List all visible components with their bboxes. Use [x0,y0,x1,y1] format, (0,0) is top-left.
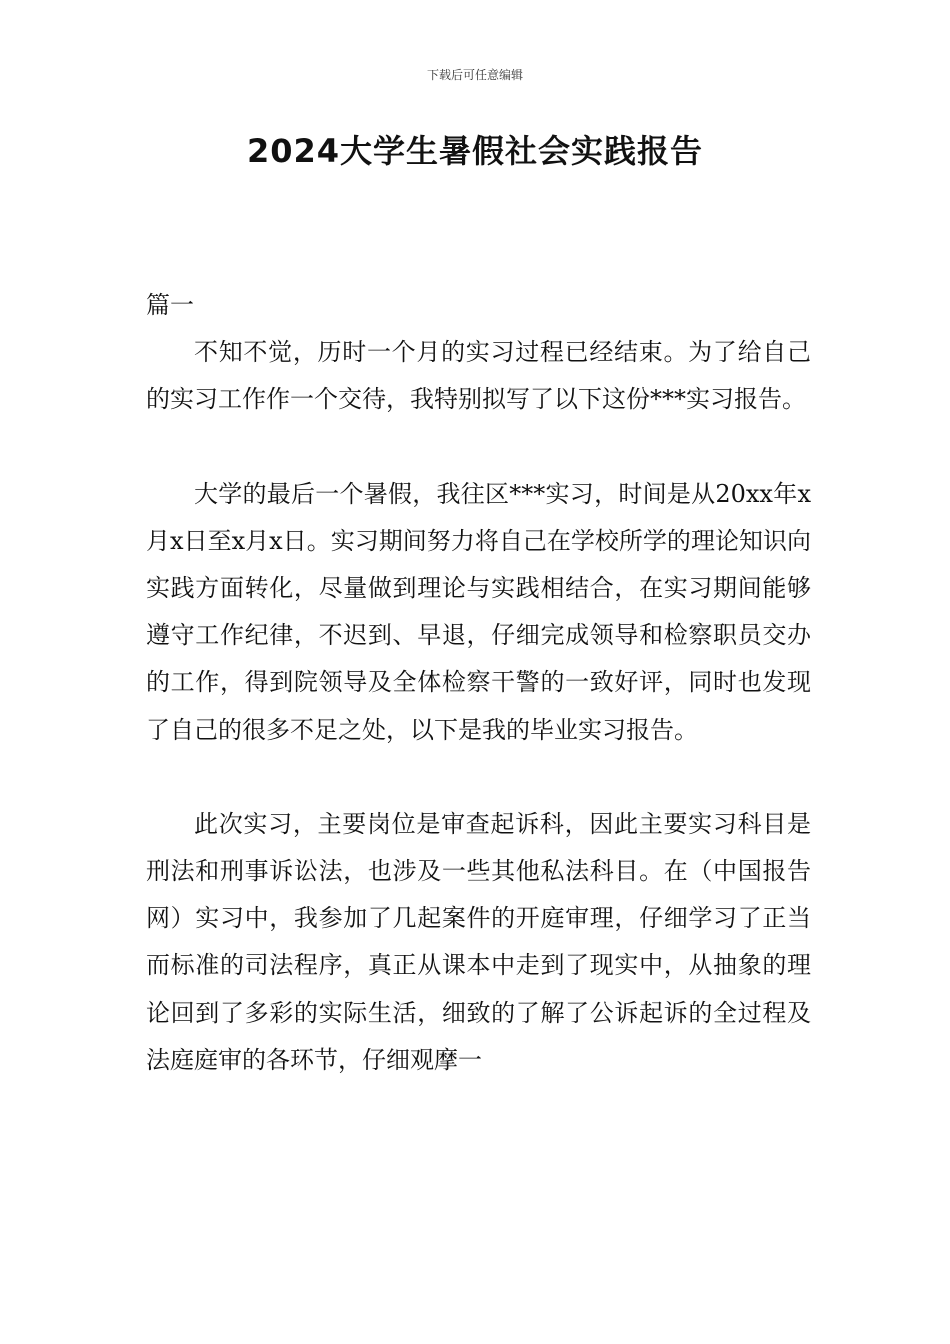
page-header-note: 下载后可任意编辑 [426,68,523,82]
paragraph-3: 此次实习，主要岗位是审查起诉科，因此主要实习科目是刑法和刑事诉讼法，也涉及一些其他私法科目。在（中国报告网）实习中，我参加了几起案件的开庭审理，仔细学习了正当而标准的司法程序，真正从课本中走到了现实中，从抽象的理论回到了多彩的实际生活，细致的了解了公诉起诉的全过程及法庭庭审的各环节，仔细观摩一 [146,809,811,1074]
paragraph-2: 大学的最后一个暑假，我往区***实习，时间是从20xx年x月x日至x月x日。实习期间努力将自己在学校所学的理论知识向实践方面转化，尽量做到理论与实践相结合，在实习期间能够遵守工作纪律，不迟到、早退，仔细完成领导和检察职员交办的工作，得到院领导及全体检察干警的一致好评，同时也发现了自己的很多不足之处，以下是我的毕业实习报告。 [146,479,811,744]
paragraph-1: 不知不觉，历时一个月的实习过程已经结束。为了给自己的实习工作作一个交待，我特别拟写了以下这份***实习报告。 [146,338,811,414]
document-body [146,282,811,1084]
document-title: 2024大学生暑假社会实践报告 [246,132,704,170]
section-label: 篇一 [146,291,194,319]
